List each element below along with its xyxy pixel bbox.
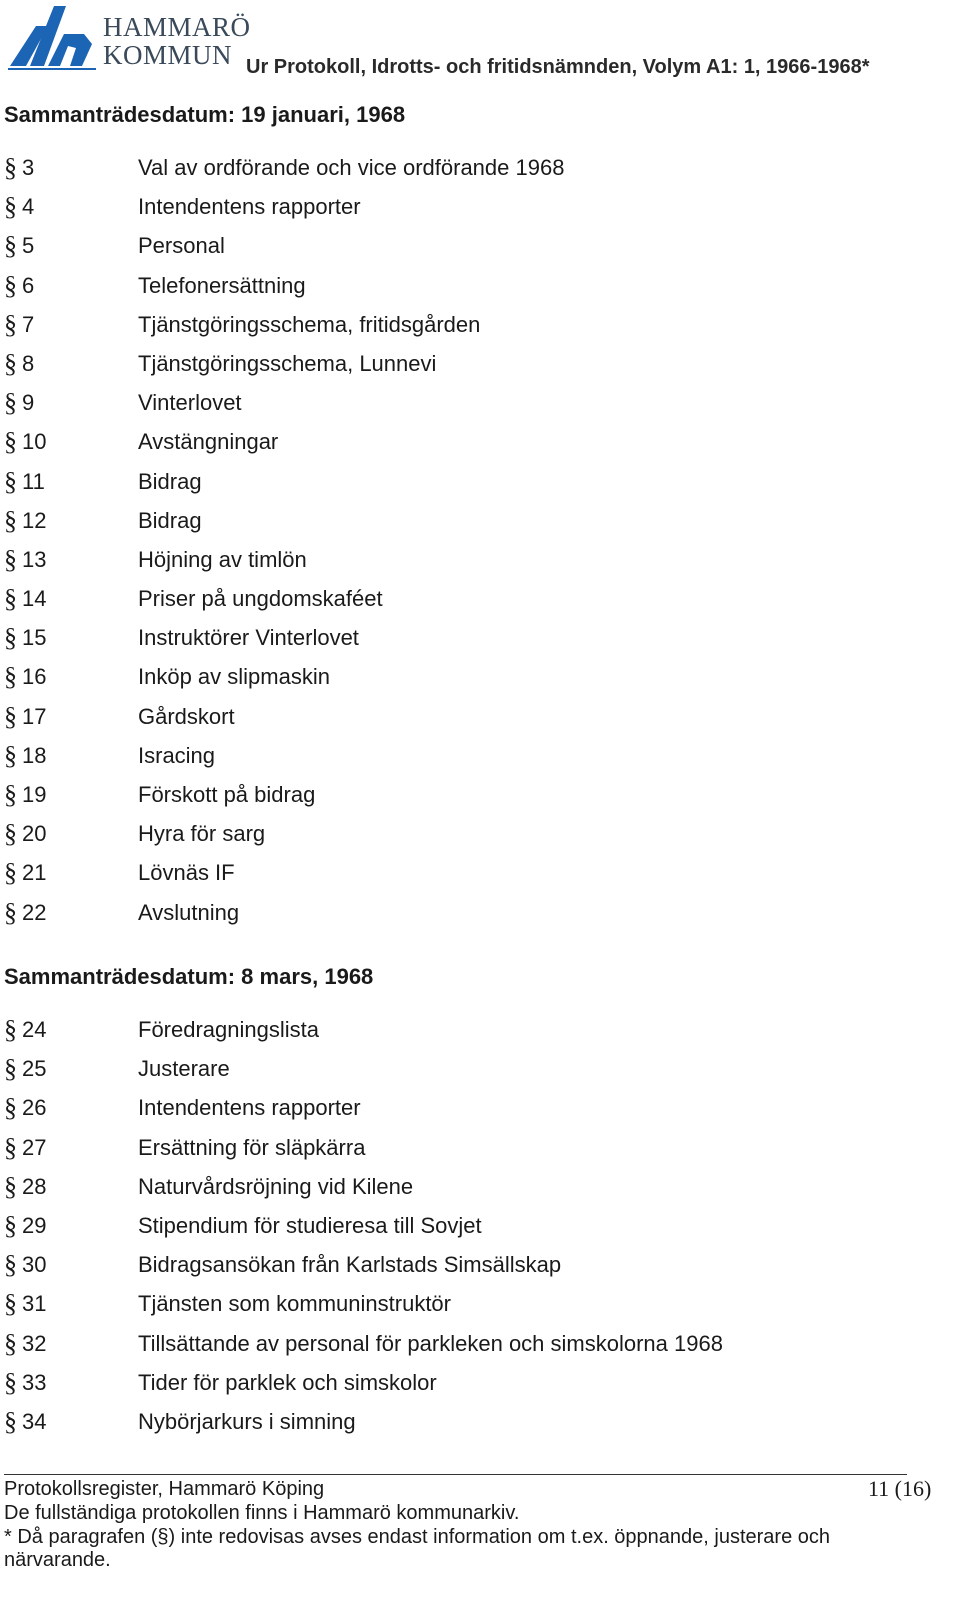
paragraph-sign: § — [4, 1250, 17, 1280]
footer-footnote-continued: närvarande. — [4, 1549, 111, 1571]
paragraph-number: 7 — [22, 311, 35, 337]
paragraph-number: 25 — [22, 1056, 47, 1082]
paragraph-number: 20 — [22, 821, 47, 847]
footer-register-label: Protokollsregister, Hammarö Köping — [4, 1478, 325, 1500]
paragraph-title: Instruktörer Vinterlovet — [138, 625, 359, 651]
paragraph-number: 34 — [22, 1408, 47, 1434]
paragraph-number: 24 — [22, 1017, 47, 1042]
paragraph-number: 28 — [22, 1173, 47, 1199]
paragraph-sign: § — [4, 623, 17, 653]
hammaro-kommun-logo — [8, 2, 251, 74]
paragraph-number: 13 — [22, 546, 47, 572]
paragraph-number: 32 — [22, 1330, 47, 1356]
paragraph-number: 30 — [22, 1252, 47, 1278]
paragraph-sign: § — [4, 270, 17, 300]
paragraph-number: 17 — [22, 703, 47, 729]
paragraph-sign: § — [4, 192, 17, 222]
paragraph-sign: § — [4, 309, 17, 339]
paragraph-number: 12 — [22, 507, 47, 533]
paragraph-title: Föredragningslista — [138, 1017, 319, 1042]
meeting-heading-19-januari: Sammanträdesdatum: 19 januari, 1968 — [4, 102, 406, 127]
paragraph-title: Tjänstgöringsschema, Lunnevi — [138, 350, 437, 376]
paragraph-number: 33 — [22, 1369, 47, 1395]
paragraph-sign: § — [4, 1328, 17, 1358]
paragraph-number: 9 — [22, 390, 35, 416]
paragraph-title: Intendentens rapporter — [138, 1095, 361, 1121]
paragraph-sign: § — [4, 1093, 17, 1123]
paragraph-number: 29 — [22, 1212, 47, 1238]
paragraph-sign: § — [4, 858, 17, 888]
paragraph-sign: § — [4, 388, 17, 418]
paragraph-sign: § — [4, 780, 17, 809]
paragraph-title: Hyra för sarg — [138, 821, 266, 847]
paragraph-title: Bidrag — [138, 507, 202, 533]
paragraph-sign: § — [4, 231, 17, 261]
paragraph-number: 21 — [22, 860, 47, 886]
paragraph-number: 14 — [22, 586, 47, 612]
paragraph-title: Avslutning — [138, 899, 240, 925]
paragraph-title: Ersättning för släpkärra — [138, 1134, 366, 1160]
paragraph-title: Personal — [138, 233, 225, 259]
paragraph-number: 5 — [22, 233, 35, 259]
paragraph-sign: § — [4, 153, 17, 182]
page-number: 11 (16) — [868, 1476, 932, 1501]
paragraph-title: Telefonersättning — [138, 272, 306, 298]
paragraph-sign: § — [4, 1015, 17, 1044]
hammaro-logo-mark-icon — [8, 4, 98, 70]
paragraph-sign: § — [4, 1171, 17, 1201]
paragraph-title: Tjänsten som kommuninstruktör — [138, 1291, 451, 1317]
paragraph-sign: § — [4, 1054, 17, 1084]
paragraph-title: Tjänstgöringsschema, fritidsgården — [138, 311, 481, 337]
paragraph-sign: § — [4, 1210, 17, 1240]
paragraph-title: Naturvårdsröjning vid Kilene — [138, 1173, 414, 1199]
paragraph-title: Lövnäs IF — [138, 860, 235, 886]
paragraph-title: Stipendium för studieresa till Sovjet — [138, 1212, 482, 1238]
document-title: Ur Protokoll, Idrotts- och fritidsnämnden, Volym A1: 1, 1966-1968* — [246, 56, 870, 78]
paragraph-sign: § — [4, 1132, 17, 1162]
paragraph-sign: § — [4, 819, 17, 849]
paragraph-number: 3 — [22, 155, 35, 180]
paragraph-number: 31 — [22, 1291, 47, 1317]
paragraph-sign: § — [4, 1289, 17, 1319]
paragraph-number: 10 — [22, 429, 47, 455]
paragraph-sign: § — [4, 662, 17, 692]
paragraph-title: Isracing — [138, 742, 216, 768]
logo-text-hammaro: HAMMARÖ — [103, 12, 251, 42]
paragraph-sign: § — [4, 348, 17, 378]
paragraph-sign: § — [4, 897, 17, 927]
footer-archive-note: De fullständiga protokollen finns i Hammarö kommunarkiv. — [4, 1502, 520, 1524]
paragraph-title: Tillsättande av personal för parkleken och simskolorna 1968 — [138, 1330, 723, 1356]
paragraph-number: 11 — [22, 468, 45, 494]
paragraph-title: Bidragsansökan från Karlstads Simsällskap — [138, 1252, 562, 1278]
paragraph-title: Tider för parklek och simskolor — [138, 1369, 437, 1395]
paragraph-number: 6 — [22, 272, 35, 298]
paragraph-sign: § — [4, 740, 17, 770]
document-header — [8, 2, 948, 82]
paragraph-title: Höjning av timlön — [138, 546, 307, 572]
paragraph-sign: § — [4, 1406, 17, 1436]
paragraph-sign: § — [4, 701, 17, 731]
paragraph-title: Bidrag — [138, 468, 202, 494]
footer-divider — [4, 1474, 907, 1475]
paragraph-title: Val av ordförande och vice ordförande 1968 — [138, 155, 565, 180]
paragraph-number: 4 — [22, 194, 35, 220]
paragraph-sign: § — [4, 505, 17, 535]
paragraph-number: 19 — [22, 782, 47, 807]
paragraph-title: Priser på ungdomskaféet — [138, 586, 383, 612]
paragraph-title: Vinterlovet — [138, 390, 242, 416]
paragraph-title: Nybörjarkurs i simning — [138, 1408, 356, 1434]
paragraph-title: Avstängningar — [138, 429, 279, 455]
paragraph-number: 27 — [22, 1134, 47, 1160]
meeting-heading-8-mars: Sammanträdesdatum: 8 mars, 1968 — [4, 964, 374, 989]
paragraph-sign: § — [4, 544, 17, 574]
paragraph-number: 8 — [22, 350, 35, 376]
paragraph-title: Gårdskort — [138, 703, 235, 729]
paragraph-number: 16 — [22, 664, 47, 690]
paragraph-title: Inköp av slipmaskin — [138, 664, 330, 690]
paragraph-title: Intendentens rapporter — [138, 194, 361, 220]
paragraph-sign: § — [4, 1367, 17, 1397]
paragraph-sign: § — [4, 466, 17, 496]
logo-text-kommun: KOMMUN — [103, 40, 233, 70]
paragraph-sign: § — [4, 427, 17, 457]
paragraph-sign: § — [4, 584, 17, 614]
paragraph-title: Förskott på bidrag — [138, 782, 316, 807]
paragraph-number: 15 — [22, 625, 47, 651]
paragraph-number: 26 — [22, 1095, 47, 1121]
paragraph-number: 18 — [22, 742, 47, 768]
footer-footnote: * Då paragrafen (§) inte redovisas avses endast information om t.ex. öppnande, justerare och — [4, 1526, 831, 1548]
paragraph-number: 22 — [22, 899, 47, 925]
paragraph-title: Justerare — [138, 1056, 230, 1082]
